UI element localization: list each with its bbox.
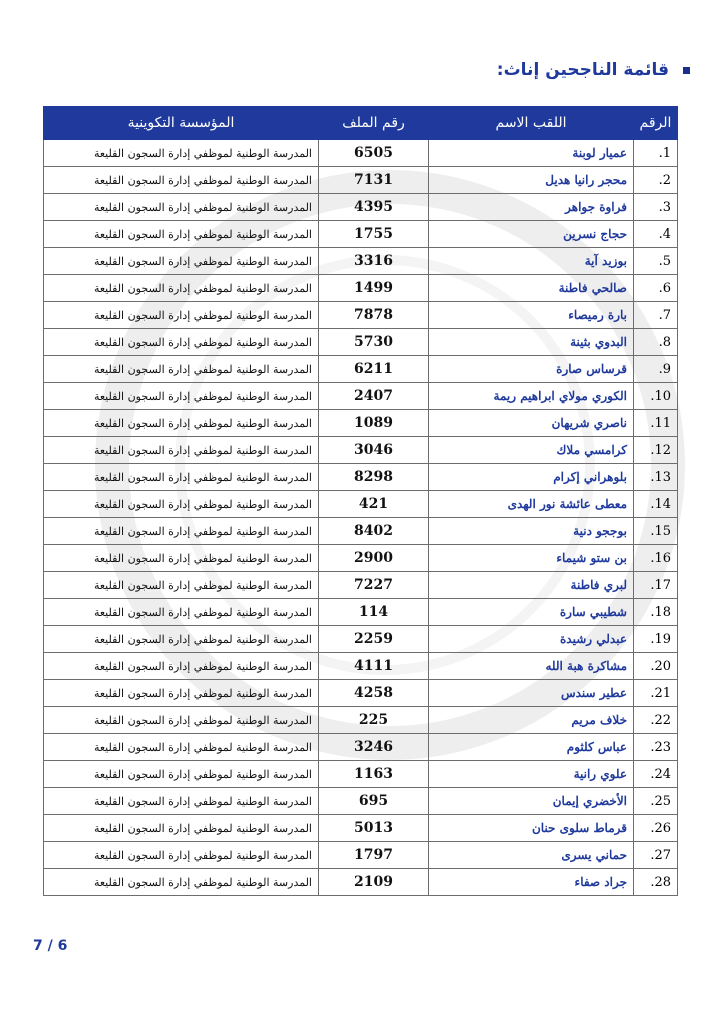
row-file-number: 1755 (319, 221, 429, 248)
row-number: 15. (634, 518, 678, 545)
row-name: جراد صفاء (429, 869, 634, 896)
row-number: 4. (634, 221, 678, 248)
table-row (44, 464, 678, 491)
row-file-number: 2407 (319, 383, 429, 410)
row-number: 20. (634, 653, 678, 680)
row-number: 10. (634, 383, 678, 410)
row-institution: المدرسة الوطنية لموظفي إدارة السجون القليعة (44, 329, 319, 356)
row-number: 12. (634, 437, 678, 464)
table-row (44, 788, 678, 815)
graduates-table (43, 106, 678, 896)
list-heading (497, 60, 690, 80)
table-row (44, 734, 678, 761)
table-row (44, 653, 678, 680)
row-name: فراوة جواهر (429, 194, 634, 221)
row-institution: المدرسة الوطنية لموظفي إدارة السجون القليعة (44, 842, 319, 869)
table-row (44, 518, 678, 545)
row-name: الأخضري إيمان (429, 788, 634, 815)
square-bullet-icon (683, 67, 690, 74)
row-name: عباس كلثوم (429, 734, 634, 761)
row-number: 17. (634, 572, 678, 599)
table-row (44, 572, 678, 599)
row-file-number: 4395 (319, 194, 429, 221)
row-name: كرامسي ملاك (429, 437, 634, 464)
row-file-number: 8298 (319, 464, 429, 491)
row-name: شطيبي سارة (429, 599, 634, 626)
row-name: بوزيد آية (429, 248, 634, 275)
row-file-number: 3046 (319, 437, 429, 464)
table-row (44, 707, 678, 734)
row-number: 26. (634, 815, 678, 842)
row-number: 7. (634, 302, 678, 329)
row-institution: المدرسة الوطنية لموظفي إدارة السجون القليعة (44, 248, 319, 275)
row-number: 9. (634, 356, 678, 383)
row-number: 13. (634, 464, 678, 491)
row-institution: المدرسة الوطنية لموظفي إدارة السجون القليعة (44, 707, 319, 734)
row-number: 2. (634, 167, 678, 194)
row-name: عطير سندس (429, 680, 634, 707)
row-number: 14. (634, 491, 678, 518)
row-file-number: 7131 (319, 167, 429, 194)
table-row (44, 761, 678, 788)
row-file-number: 225 (319, 707, 429, 734)
row-number: 24. (634, 761, 678, 788)
table-row (44, 815, 678, 842)
table-row (44, 275, 678, 302)
row-number: 5. (634, 248, 678, 275)
table-row (44, 248, 678, 275)
row-number: 22. (634, 707, 678, 734)
row-file-number: 1163 (319, 761, 429, 788)
row-file-number: 114 (319, 599, 429, 626)
row-number: 8. (634, 329, 678, 356)
row-institution: المدرسة الوطنية لموظفي إدارة السجون القليعة (44, 167, 319, 194)
table-row (44, 680, 678, 707)
row-institution: المدرسة الوطنية لموظفي إدارة السجون القليعة (44, 869, 319, 896)
row-number: 16. (634, 545, 678, 572)
row-name: عميار لوبنة (429, 140, 634, 167)
row-file-number: 1499 (319, 275, 429, 302)
row-name: قرماط سلوى حنان (429, 815, 634, 842)
row-number: 19. (634, 626, 678, 653)
row-file-number: 6211 (319, 356, 429, 383)
row-institution: المدرسة الوطنية لموظفي إدارة السجون القليعة (44, 464, 319, 491)
row-number: 11. (634, 410, 678, 437)
table-row (44, 437, 678, 464)
column-header-institution: المؤسسة التكوينية (44, 107, 319, 140)
row-institution: المدرسة الوطنية لموظفي إدارة السجون القليعة (44, 572, 319, 599)
row-number: 27. (634, 842, 678, 869)
row-institution: المدرسة الوطنية لموظفي إدارة السجون القليعة (44, 518, 319, 545)
column-header-file: رقم الملف (319, 107, 429, 140)
column-header-name: اللقب الاسم (429, 107, 634, 140)
row-institution: المدرسة الوطنية لموظفي إدارة السجون القليعة (44, 626, 319, 653)
row-name: حجاج نسرين (429, 221, 634, 248)
row-institution: المدرسة الوطنية لموظفي إدارة السجون القليعة (44, 761, 319, 788)
row-file-number: 8402 (319, 518, 429, 545)
row-file-number: 3316 (319, 248, 429, 275)
table-row (44, 356, 678, 383)
row-number: 25. (634, 788, 678, 815)
row-name: بلوهراني إكرام (429, 464, 634, 491)
row-name: محجر رانيا هديل (429, 167, 634, 194)
table-row (44, 626, 678, 653)
table-row (44, 329, 678, 356)
table-body (44, 140, 678, 896)
row-institution: المدرسة الوطنية لموظفي إدارة السجون القليعة (44, 599, 319, 626)
row-name: لبري فاطنة (429, 572, 634, 599)
heading-title: قائمة الناجحين إناث: (496, 60, 669, 80)
table-row (44, 545, 678, 572)
row-name: حماني يسرى (429, 842, 634, 869)
table-row (44, 167, 678, 194)
row-institution: المدرسة الوطنية لموظفي إدارة السجون القليعة (44, 221, 319, 248)
table-row (44, 383, 678, 410)
row-institution: المدرسة الوطنية لموظفي إدارة السجون القليعة (44, 383, 319, 410)
row-name: خلاف مريم (429, 707, 634, 734)
row-institution: المدرسة الوطنية لموظفي إدارة السجون القليعة (44, 140, 319, 167)
row-name: صالحي فاطنة (429, 275, 634, 302)
row-number: 6. (634, 275, 678, 302)
column-header-number: الرقم (634, 107, 678, 140)
row-file-number: 6505 (319, 140, 429, 167)
row-institution: المدرسة الوطنية لموظفي إدارة السجون القليعة (44, 545, 319, 572)
row-number: 1. (634, 140, 678, 167)
row-file-number: 5013 (319, 815, 429, 842)
row-file-number: 695 (319, 788, 429, 815)
row-name: قرساس صارة (429, 356, 634, 383)
row-file-number: 1797 (319, 842, 429, 869)
row-name: بن ستو شيماء (429, 545, 634, 572)
table-row (44, 869, 678, 896)
row-file-number: 5730 (319, 329, 429, 356)
row-number: 3. (634, 194, 678, 221)
table-row (44, 842, 678, 869)
row-name: عبدلي رشيدة (429, 626, 634, 653)
row-institution: المدرسة الوطنية لموظفي إدارة السجون القليعة (44, 815, 319, 842)
row-name: الكوري مولاي ابراهيم ريمة (429, 383, 634, 410)
row-file-number: 7227 (319, 572, 429, 599)
row-name: البدوي بثينة (429, 329, 634, 356)
row-name: معطى عائشة نور الهدى (429, 491, 634, 518)
page-number: 7 / 6 (33, 938, 68, 954)
row-institution: المدرسة الوطنية لموظفي إدارة السجون القليعة (44, 680, 319, 707)
table-header-row (44, 107, 678, 140)
row-file-number: 2259 (319, 626, 429, 653)
row-institution: المدرسة الوطنية لموظفي إدارة السجون القليعة (44, 491, 319, 518)
row-name: بارة رميصاء (429, 302, 634, 329)
row-institution: المدرسة الوطنية لموظفي إدارة السجون القليعة (44, 734, 319, 761)
row-name: بوججو دنية (429, 518, 634, 545)
table-row (44, 221, 678, 248)
row-institution: المدرسة الوطنية لموظفي إدارة السجون القليعة (44, 653, 319, 680)
table-row (44, 140, 678, 167)
row-institution: المدرسة الوطنية لموظفي إدارة السجون القليعة (44, 788, 319, 815)
row-file-number: 3246 (319, 734, 429, 761)
row-institution: المدرسة الوطنية لموظفي إدارة السجون القليعة (44, 302, 319, 329)
row-file-number: 2109 (319, 869, 429, 896)
row-number: 28. (634, 869, 678, 896)
row-number: 23. (634, 734, 678, 761)
row-institution: المدرسة الوطنية لموظفي إدارة السجون القليعة (44, 194, 319, 221)
table-row (44, 302, 678, 329)
row-file-number: 4258 (319, 680, 429, 707)
row-institution: المدرسة الوطنية لموظفي إدارة السجون القليعة (44, 275, 319, 302)
row-institution: المدرسة الوطنية لموظفي إدارة السجون القليعة (44, 356, 319, 383)
row-file-number: 1089 (319, 410, 429, 437)
row-name: علوي رانية (429, 761, 634, 788)
row-file-number: 421 (319, 491, 429, 518)
table-row (44, 194, 678, 221)
row-institution: المدرسة الوطنية لموظفي إدارة السجون القليعة (44, 437, 319, 464)
row-file-number: 4111 (319, 653, 429, 680)
row-file-number: 7878 (319, 302, 429, 329)
table-row (44, 410, 678, 437)
table-row (44, 491, 678, 518)
row-number: 18. (634, 599, 678, 626)
row-institution: المدرسة الوطنية لموظفي إدارة السجون القليعة (44, 410, 319, 437)
row-name: ناصري شريهان (429, 410, 634, 437)
row-name: مشاكرة هبة الله (429, 653, 634, 680)
row-number: 21. (634, 680, 678, 707)
row-file-number: 2900 (319, 545, 429, 572)
table-row (44, 599, 678, 626)
